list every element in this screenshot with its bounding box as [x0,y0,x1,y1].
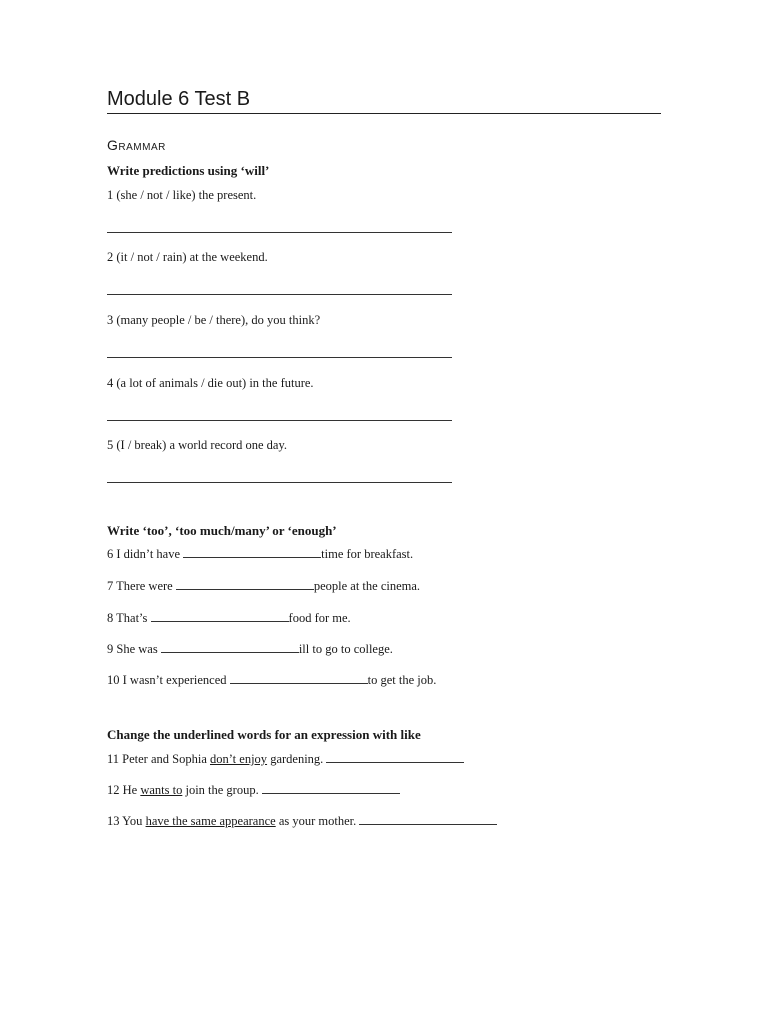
question-11-underlined: don’t enjoy [210,752,268,766]
page-title: Module 6 Test B [107,86,661,114]
part3-heading: Change the underlined words for an expression with like [107,727,421,742]
question-4: 4 (a lot of animals / die out) in the future. [107,376,314,390]
question-12-start: 12 He [107,783,141,797]
question-7-start: 7 There were [107,579,176,593]
question-7 [107,578,420,594]
part1-heading: Write predictions using ‘will’ [107,163,270,178]
question-11 [107,751,464,767]
question-13-underlined: have the same appearance [145,814,276,828]
question-6 [107,546,413,562]
question-3: 3 (many people / be / there), do you think? [107,313,321,327]
question-9-start: 9 She was [107,642,161,656]
question-9-end: ill to go to college. [298,642,393,656]
question-13 [107,813,497,829]
question-13-end: as your mother. [275,814,360,828]
answer-line-4[interactable] [107,420,452,421]
part2-heading: Write ‘too’, ‘too much/many’ or ‘enough’ [107,523,337,538]
question-7-end: people at the cinema. [313,579,421,593]
gap-8[interactable] [151,610,289,622]
question-11-start: 11 Peter and Sophia [107,752,210,766]
question-6-end: time for breakfast. [321,547,414,561]
question-8-start: 8 That’s [107,611,151,625]
question-9 [107,641,393,657]
question-13-start: 13 You [107,814,146,828]
gap-13[interactable] [359,813,497,825]
gap-11[interactable] [326,751,464,763]
question-12 [107,782,400,798]
answer-line-5[interactable] [107,482,452,483]
question-8-end: food for me. [288,611,351,625]
answer-line-3[interactable] [107,357,452,358]
gap-9[interactable] [161,641,299,653]
question-10-start: 10 I wasn’t experienced [107,673,230,687]
question-5: 5 (I / break) a world record one day. [107,438,288,452]
question-1: 1 (she / not / like) the present. [107,188,257,202]
question-11-end: gardening. [267,752,327,766]
question-2: 2 (it / not / rain) at the weekend. [107,250,268,264]
question-10 [107,672,436,688]
section-title: Grammar [107,137,166,153]
gap-6[interactable] [183,546,321,558]
gap-12[interactable] [262,782,400,794]
gap-7[interactable] [176,578,314,590]
answer-line-2[interactable] [107,294,452,295]
question-8 [107,610,351,626]
answer-line-1[interactable] [107,232,452,233]
question-10-end: to get the job. [367,673,437,687]
question-6-start: 6 I didn’t have [107,547,184,561]
gap-10[interactable] [230,672,368,684]
question-12-end: join the group. [182,783,262,797]
question-12-underlined: wants to [140,783,183,797]
